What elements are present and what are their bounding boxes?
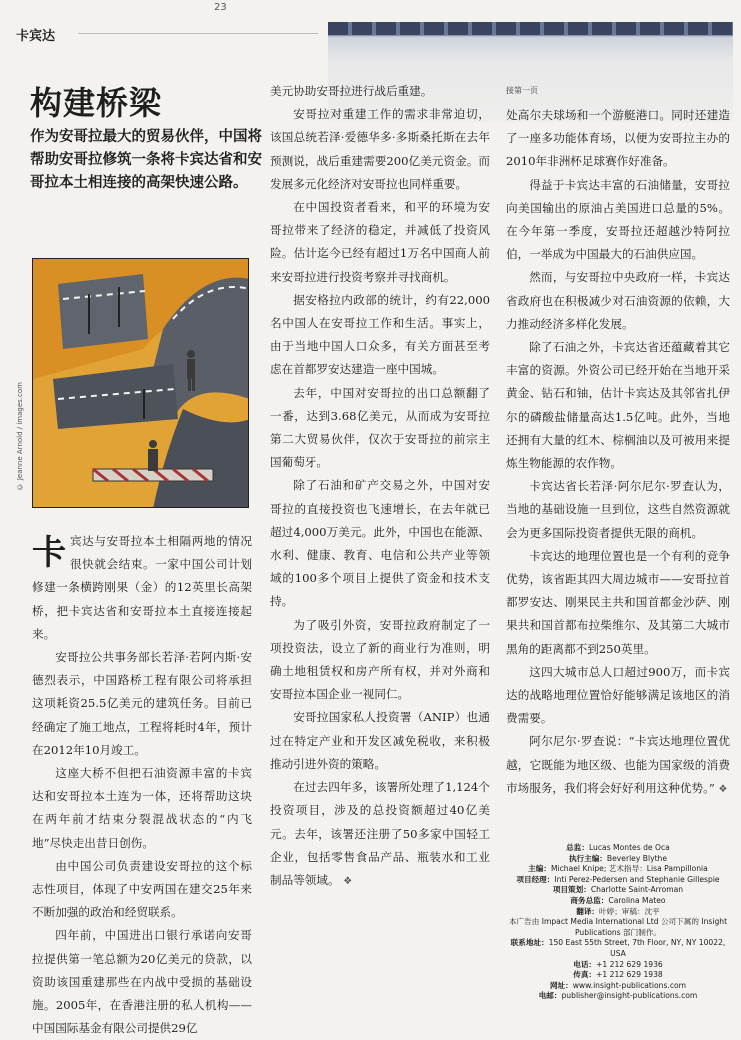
drop-cap: 卡 [32, 533, 66, 573]
credit-label: 电话： [573, 959, 597, 969]
article-paragraph: 安哥拉国家私人投资署（ANIP）也通过在特定产业和开发区减免税收，来积极推动引进外资的策略。 [270, 710, 490, 771]
end-mark: ❖ [718, 783, 728, 795]
article-paragraph [270, 776, 490, 893]
credit-line [506, 960, 730, 971]
article-paragraph: 美元协助安哥拉进行战后重建。 [270, 84, 433, 98]
credit-line [506, 864, 730, 875]
article-column-3 [506, 104, 730, 801]
article-paragraph: 四年前，中国进出口银行承诺向安哥拉提供第一笔总额为20亿美元的贷款，以资助该国重建那些在内战中受损的基础设施。2005年，在香港注册的私人机构——中国国际基金有限公司提供29亿 [32, 928, 252, 1036]
credit-label: 项目经理： [516, 874, 555, 884]
article-paragraph: 由中国公司负责建设安哥拉的这个标志性项目，体现了中安两国在建交25年来不断加强的政治和经贸联系。 [32, 858, 252, 920]
credit-value: Carolina Mateo [608, 895, 666, 905]
article-paragraph: 卡宾达省长若泽·阿尔尼尔·罗查认为，当地的基础设施一旦到位，这些自然资源就会为更多国际投资者提供无限的商机。 [506, 479, 730, 540]
credit-line [506, 938, 730, 959]
credit-value: +1 212 629 1936 [596, 959, 663, 969]
article-paragraph [506, 730, 730, 801]
credit-line [506, 854, 730, 865]
credit-value: Inti Perez-Pedersen and Stephanie Gillespie [554, 874, 720, 884]
article-paragraph: 宾达与安哥拉本土相隔两地的情况很快就会结束。一家中国公司计划修建一条横跨刚果（金）的12英里长高架桥，把卡宾达省和安哥拉本土直接连接起来。 [32, 534, 252, 641]
credit-value: +1 212 629 1938 [596, 970, 663, 980]
credit-line [506, 885, 730, 896]
image-credit: © Jeanne Arnold / images.com [16, 382, 24, 491]
article-deck: 作为安哥拉最大的贸易伙伴，中国将帮助安哥拉修筑一条将卡宾达省和安哥拉本土相连接的高架快速公路。 [30, 129, 262, 191]
article-paragraph: 安哥拉对重建工作的需求非常迫切，该国总统若泽·爱德华多·多斯桑托斯在去年预测说，战后重建需要200亿美元资金。而发展多元化经济对安哥拉也同样重要。 [270, 107, 490, 191]
credit-line [506, 875, 730, 886]
credit-label: 传真： [573, 970, 597, 980]
article-column-1 [32, 530, 252, 1040]
credit-label: 总监： [566, 843, 589, 852]
article-paragraph-text: 阿尔尼尔·罗查说：“卡宾达地理位置优越，它既能为地区级、也能为国家级的消费市场服务，我们将会好好利用这种优势。” [506, 734, 730, 795]
article-paragraph: 卡宾达的地理位置也是一个有利的竞争优势，该省距其四大周边城市——安哥拉首都罗安达、刚果民主共和国首都金沙萨、刚果共和国首都布拉柴维尔、及其第二大城市黑角的距离都不到250英里。 [506, 548, 730, 656]
publication-credits [506, 843, 730, 1002]
article-paragraph: 这座大桥不但把石油资源丰富的卡宾达和安哥拉本土连为一体，还将帮助这块在两年前才结束分裂混战状态的“内飞地”尽快走出昔日创伤。 [32, 766, 252, 850]
credit-value: Michael Knipe; 艺术指导：Lisa Pampillonia [550, 864, 708, 874]
credit-label: 电邮： [538, 991, 562, 1001]
article-paragraph: 除了石油和矿产交易之外，中国对安哥拉的直接投资也飞速增长，在去年就已超过4,000万美元。此外，中国也在能源、水利、健康、教育、电信和公共产业等领域的100多个项目上提供了资金和技术支持。 [270, 478, 490, 609]
article-paragraph: 处高尔夫球场和一个游艇港口。同时还建造了一座多功能体育场，以便为安哥拉主办的2010年非洲杯足球赛作好准备。 [506, 108, 730, 169]
credit-line [506, 843, 730, 854]
article-paragraph: 得益于卡宾达丰富的石油储量，安哥拉向美国输出的原油占美国进口总量的5%。在今年第一季度，安哥拉还超越沙特阿拉伯，一举成为中国最大的石油供应国。 [506, 177, 730, 262]
credit-label: 联系地址： [510, 938, 549, 948]
article-paragraph: 去年，中国对安哥拉的出口总额翻了一番，达到3.68亿美元，从而成为安哥拉第二大贸易伙伴，仅次于安哥拉的前宗主国葡萄牙。 [270, 385, 490, 470]
credit-value: publisher@insight-publications.com [561, 991, 698, 1001]
credit-value: 本广告由 Impact Media International Ltd 公司下属的 Insight Publications 部门制作。 [508, 917, 728, 937]
credit-line [506, 917, 730, 938]
credit-value: Charlotte Saint-Arroman [590, 885, 684, 895]
credit-value: Beverley Blythe [606, 853, 668, 863]
credit-value: 叶婷；审稿：沈平 [599, 906, 660, 916]
bridge-illustration-graphic [33, 259, 249, 508]
article-paragraph-text: 在过去四年多，该署所处理了1,124个投资项目，涉及的总投资额超过40亿美元。去年，该署还注册了50多家中国轻工企业，包括零售食品产品、瓶装水和工业制品等领域。 [270, 780, 490, 887]
article-column-2 [270, 80, 490, 893]
article-headline: 构建桥梁 [30, 84, 163, 122]
credit-value: Lucas Montes de Oca [588, 843, 670, 852]
credit-label: 商务总监： [570, 895, 609, 905]
credit-line [506, 991, 730, 1002]
credit-label: 网址： [549, 980, 573, 990]
article-paragraph: 据安格拉内政部的统计，约有22,000名中国人在安哥拉工作和生活。事实上，由于当地中国人口众多，有关方面甚至考虑在首都罗安达建造一座中国城。 [270, 292, 490, 377]
section-tag: 卡宾达 [16, 29, 56, 44]
article-paragraph: 除了石油之外，卡宾达省还蕴藏着其它丰富的资源。外资公司已经开始在当地开采黄金、钻石和铀，估计卡宾达及其邻省扎伊尔的磷酸盐储量高达1.5亿吨。此外，当地还拥有大量的红木、棕榈油以及可被用来提炼生物能源的农作物。 [506, 340, 730, 471]
credit-value: www.insight-publications.com [572, 980, 687, 990]
credit-label: 翻译： [576, 906, 600, 916]
article-paragraph: 安哥拉公共事务部长若泽·若阿内斯·安德烈表示，中国路桥工程有限公司将承担这项耗资25.5亿美元的建筑任务。目前已经确定了施工地点，工程将耗时4年，预计在2012年10月竣工。 [32, 650, 252, 757]
end-mark: ❖ [343, 875, 353, 887]
credit-label: 主编： [528, 864, 551, 874]
credit-line [506, 970, 730, 981]
article-paragraph: 在中国投资者看来，和平的环境为安哥拉带来了经济的稳定，并减低了投资风险。估计迄今已经有超过1万名中国商人前来安哥拉进行投资考察并寻找商机。 [270, 200, 490, 284]
credit-label: 项目策划： [552, 885, 591, 895]
bridge-illustration [32, 258, 249, 508]
page-number: 23 [214, 2, 227, 13]
credit-line [506, 907, 730, 918]
credit-label: 执行主编： [568, 853, 607, 863]
continued-label: 接第一页 [506, 86, 538, 95]
article-paragraph: 然而，与安哥拉中央政府一样，卡宾达省政府也在积极减少对石油资源的依赖，大力推动经济多样化发展。 [506, 270, 730, 331]
credit-value: 150 East 55th Street, 7th Floor, NY, NY 10022, USA [548, 938, 726, 958]
article-paragraph: 为了吸引外资，安哥拉政府制定了一项投资法，设立了新的商业行为准则，明确土地租赁权和房产所有权，并对外商和安哥拉本国企业一视同仁。 [270, 617, 490, 702]
credit-line [506, 896, 730, 907]
section-divider [78, 33, 318, 34]
article-paragraph: 这四大城市总人口超过900万，而卡宾达的战略地理位置恰好能够满足该地区的消费需要。 [506, 664, 730, 726]
credit-line [506, 981, 730, 992]
